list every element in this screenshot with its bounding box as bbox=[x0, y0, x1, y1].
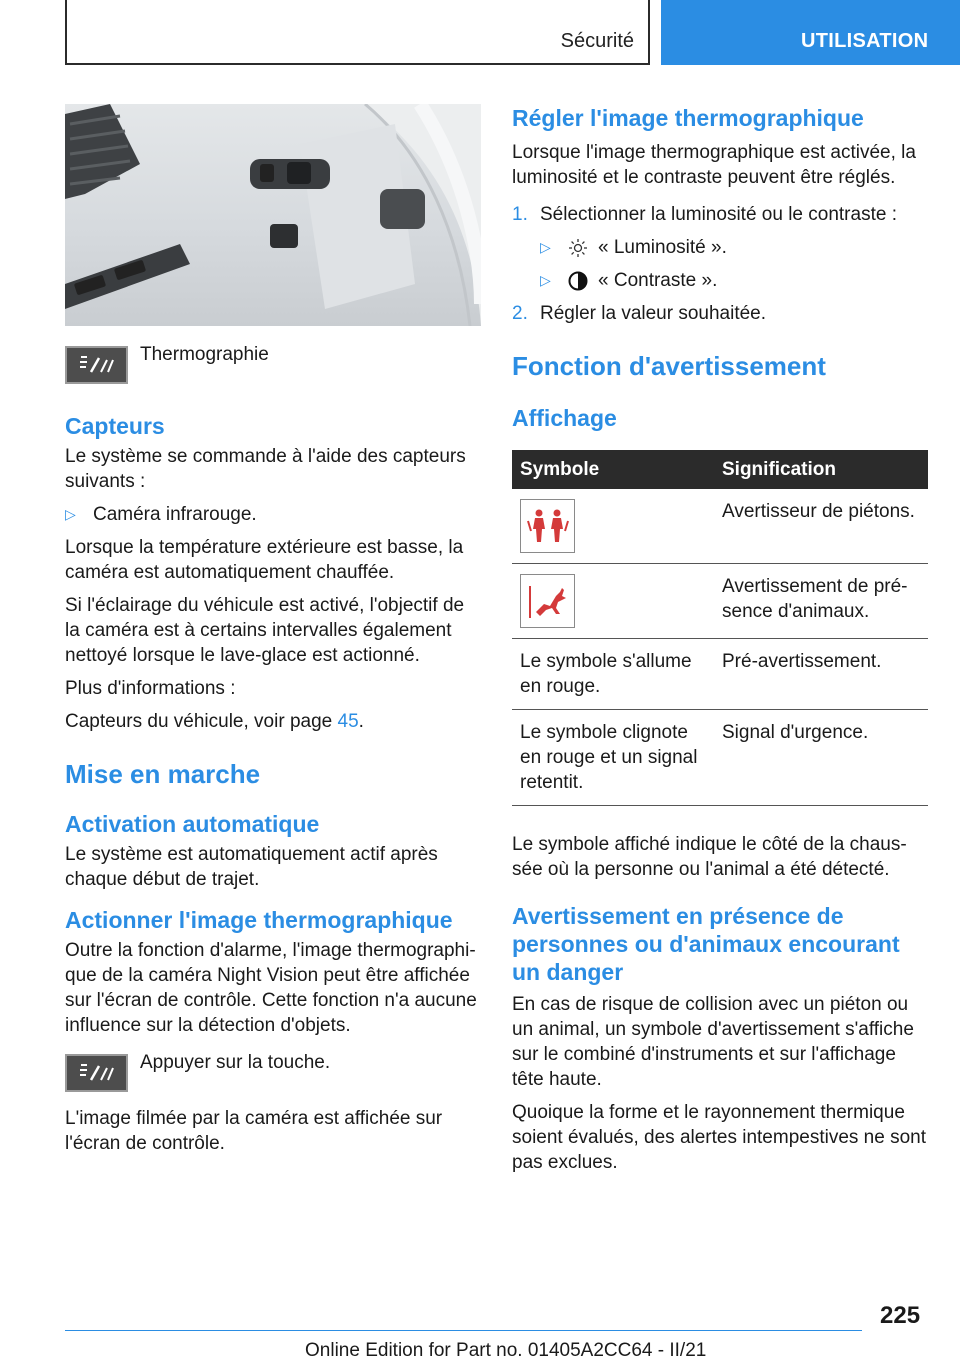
activation-auto-text: Le système est automatiquement actif après chaque début de trajet. bbox=[65, 844, 438, 890]
avertissement-danger-heading: Avertissement en présence de personnes ou d'animaux encourant un danger bbox=[512, 903, 900, 985]
step-2-text: Régler la valeur souhaitée. bbox=[540, 303, 767, 324]
row3-symbol: Le symbole s'allume en rouge. bbox=[512, 639, 714, 710]
row3-meaning: Pré-avertissement. bbox=[714, 639, 928, 710]
table-row bbox=[512, 639, 928, 710]
quoique-text: Quoique la forme et le rayonnement thermique soient évalués, des alertes intempestives ne sont pas exclues. bbox=[512, 1102, 927, 1173]
dashboard-photo bbox=[65, 104, 481, 326]
header-section-box bbox=[65, 0, 650, 65]
capteurs-bullet-text: Caméra infrarouge. bbox=[93, 504, 257, 525]
row1-meaning: Avertisseur de piétons. bbox=[714, 489, 928, 564]
bullet-triangle-icon: ▷ bbox=[540, 272, 551, 288]
see-page-text: Capteurs du véhicule, voir page bbox=[65, 711, 338, 732]
animal-warning-icon bbox=[520, 574, 575, 628]
pedestrian-warning-icon bbox=[520, 499, 575, 553]
sun-icon bbox=[568, 235, 598, 260]
header-section-title: Sécurité bbox=[560, 30, 634, 52]
footer-edition: Online Edition for Part no. 01405A2CC64 - II/21 bbox=[305, 1340, 707, 1361]
see-page-line bbox=[65, 709, 481, 734]
step-1-text: Sélectionner la luminosité ou le contraste : bbox=[540, 204, 897, 225]
row2-meaning: Avertissement de pré-sence d'animaux. bbox=[714, 564, 928, 639]
capteurs-heading: Capteurs bbox=[65, 413, 165, 439]
mise-en-marche-heading: Mise en marche bbox=[65, 759, 261, 789]
contrast-icon bbox=[568, 268, 598, 293]
table-header-row bbox=[512, 450, 928, 489]
symbol-cell bbox=[512, 564, 714, 639]
table-row bbox=[512, 710, 928, 806]
page-45-link[interactable]: 45 bbox=[337, 711, 359, 732]
option-luminosite bbox=[512, 235, 928, 260]
option-luminosite-text: « Luminosité ». bbox=[598, 237, 727, 258]
warning-symbols-table bbox=[512, 450, 928, 806]
col-signification-header: Signification bbox=[714, 450, 928, 489]
clean-paragraph: Si l'éclairage du véhicule est activé, l'objectif de la caméra est à certains intervalles également nettoyé lorsque le lave-glace est actionné. bbox=[65, 595, 465, 666]
fonction-avertissement-heading: Fonction d'avertissement bbox=[512, 351, 826, 381]
step-2-number: 2. bbox=[512, 303, 528, 324]
more-info-label: Plus d'informations : bbox=[65, 678, 236, 699]
bullet-triangle-icon: ▷ bbox=[540, 239, 551, 255]
row4-symbol: Le symbole clignote en rouge et un signal retentit. bbox=[512, 710, 714, 806]
affichage-heading: Affichage bbox=[512, 405, 617, 431]
activation-auto-heading: Activation automatique bbox=[65, 811, 320, 837]
page-number: 225 bbox=[880, 1302, 921, 1329]
actionner-text: Outre la fonction d'alarme, l'image thermographi-que de la caméra Night Vision peut être affichée sur l'écran de contrôle. Cette fonction n'a aucune influence sur la détection d'objets. bbox=[65, 940, 477, 1036]
right-column bbox=[512, 104, 928, 1175]
header-chapter-tab[interactable] bbox=[661, 0, 960, 65]
capteurs-bullet bbox=[65, 502, 481, 527]
night-vision-key-icon bbox=[65, 1054, 128, 1092]
result-text: L'image filmée par la caméra est affichée sur l'écran de contrôle. bbox=[65, 1108, 443, 1154]
option-contraste-text: « Contraste ». bbox=[598, 270, 718, 291]
option-contraste bbox=[512, 268, 928, 293]
heat-paragraph: Lorsque la température extérieure est basse, la caméra est automatiquement chauffée. bbox=[65, 537, 464, 583]
step-1 bbox=[512, 202, 928, 227]
bullet-triangle-icon: ▷ bbox=[65, 506, 76, 522]
step-1-number: 1. bbox=[512, 204, 528, 225]
night-vision-button-icon bbox=[65, 346, 128, 384]
header-chapter-label: UTILISATION bbox=[801, 30, 929, 52]
symbol-cell bbox=[512, 489, 714, 564]
step-2 bbox=[512, 301, 928, 326]
avertissement-text: En cas de risque de collision avec un piéton ou un animal, un symbole d'avertissement s'affiche sur le combiné d'instruments et sur l'affichage tête haute. bbox=[512, 994, 914, 1090]
photo-caption: Thermographie bbox=[140, 344, 269, 365]
table-row bbox=[512, 564, 928, 639]
row4-meaning: Signal d'urgence. bbox=[714, 710, 928, 806]
left-column bbox=[65, 104, 481, 1156]
footer-divider bbox=[65, 1330, 862, 1331]
regler-heading: Régler l'image thermographique bbox=[512, 105, 864, 131]
col-symbole-header: Symbole bbox=[512, 450, 714, 489]
side-text: Le symbole affiché indique le côté de la chaus-sée où la personne ou l'animal a été détecté. bbox=[512, 834, 907, 880]
table-row bbox=[512, 489, 928, 564]
actionner-heading: Actionner l'image thermographique bbox=[65, 907, 453, 933]
regler-text: Lorsque l'image thermographique est activée, la luminosité et le contraste peuvent être réglés. bbox=[512, 142, 916, 188]
capteurs-text: Le système se commande à l'aide des capteurs suivants : bbox=[65, 446, 466, 492]
see-page-end: . bbox=[358, 711, 364, 732]
press-key-text: Appuyer sur la touche. bbox=[140, 1052, 331, 1073]
